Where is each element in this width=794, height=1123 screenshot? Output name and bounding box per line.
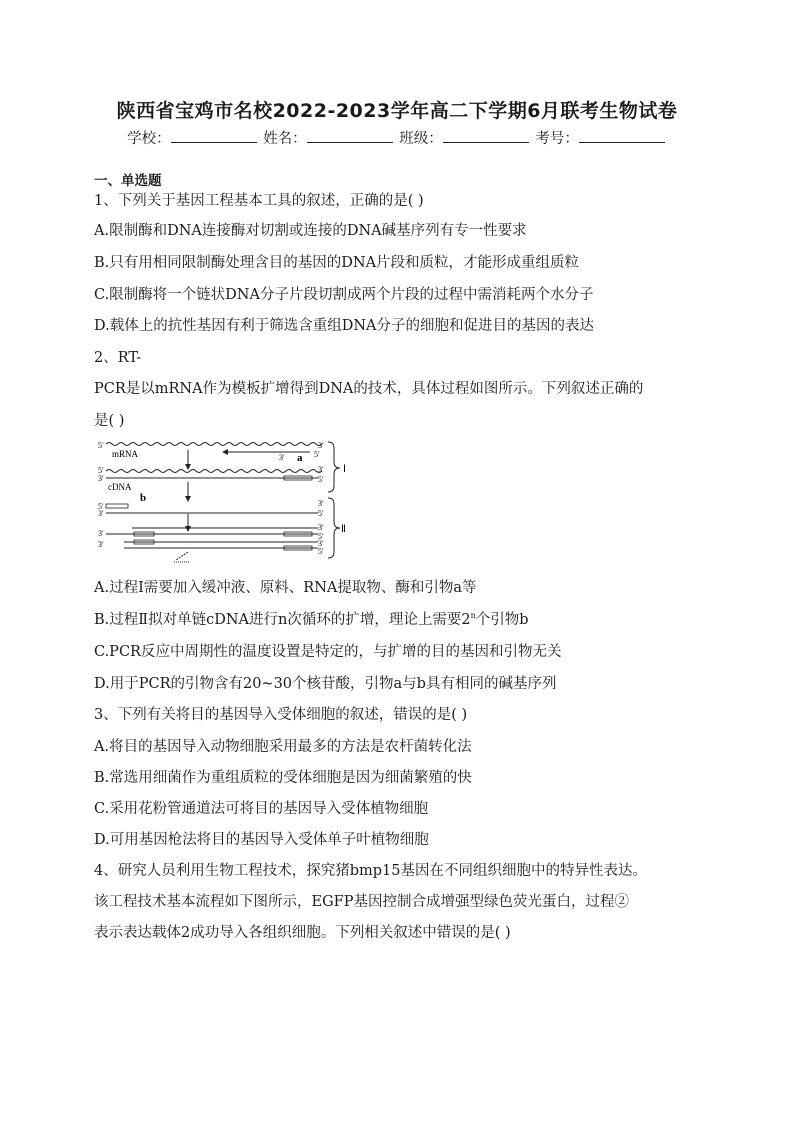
arrowhead-icon: [185, 496, 191, 502]
q1-option-d: D.载体上的抗性基因有利于筛选含重组DNA分子的细胞和促进目的基因的表达: [94, 318, 594, 334]
primer-a-label: a: [297, 452, 303, 464]
label-3prime: 3′: [318, 523, 324, 532]
school-blank[interactable]: [171, 128, 257, 143]
q2-option-b: [94, 608, 529, 629]
section-heading: 一、单选题: [94, 173, 162, 189]
label-5prime: 5′: [318, 475, 324, 484]
label-3prime: 3′: [98, 509, 104, 518]
step1-label: Ⅰ: [343, 464, 346, 475]
mrna-strand: [106, 470, 322, 473]
q1-stem: 1、下列关于基因工程基本工具的叙述，正确的是( ): [94, 193, 424, 209]
mrna-label: mRNA: [112, 449, 139, 459]
q1-option-c: C.限制酶将一个链状DNA分子片段切割成两个片段的过程中需消耗两个水分子: [94, 287, 594, 303]
q2-option-c: C.PCR反应中周期性的温度设置是特定的，与扩增的目的基因和引物无关: [94, 644, 562, 660]
mrna-strand: [106, 443, 322, 446]
q2-stem-line2: PCR是以mRNA作为模板扩增得到DNA的技术，具体过程如图所示。下列叙述正确的: [94, 381, 644, 397]
q1-option-b: B.只有用相同限制酶处理含目的基因的DNA片段和质粒，才能形成重组质粒: [94, 255, 580, 271]
q4-stem-line1: 4、研究人员利用生物工程技术，探究猪bmp15基因在不同组织细胞中的特异性表达。: [94, 863, 647, 879]
label-3prime: 3′: [318, 441, 324, 450]
dashed-arrow: [176, 552, 188, 560]
arrowhead-icon: [222, 449, 228, 455]
q2-option-a: A.过程Ⅰ需要加入缓冲液、原料、RNA提取物、酶和引物a等: [94, 580, 477, 596]
q3-option-c: C.采用花粉管通道法可将目的基因导入受体植物细胞: [94, 801, 429, 817]
q2-option-b-text: B.过程Ⅱ拟对单链cDNA进行n次循环的扩增，理论上需要2: [94, 612, 471, 628]
q2-stem-line3: 是( ): [94, 413, 125, 429]
q2-option-d: D.用于PCR的引物含有20~30个核苷酸，引物a与b具有相同的碱基序列: [94, 676, 557, 692]
label-3prime: 3′: [318, 539, 324, 548]
label-3prime: 3′: [279, 453, 285, 462]
q3-stem: 3、下列有关将目的基因导入受体细胞的叙述，错误的是( ): [94, 707, 468, 723]
label-5prime: 5′: [314, 450, 320, 459]
q4-stem-line2: 该工程技术基本流程如下图所示，EGFP基因控制合成增强型绿色荧光蛋白，过程②: [94, 894, 629, 910]
rt-pcr-figure: [94, 436, 354, 566]
arrowhead-icon: [185, 464, 191, 470]
q3-option-d: D.可用基因枪法将目的基因导入受体单子叶植物细胞: [94, 832, 429, 848]
label-5prime: 5′: [318, 509, 324, 518]
label-3prime: 3′: [318, 499, 324, 508]
bracket-step2: [328, 498, 340, 558]
q2-option-b-exponent: n: [470, 611, 476, 620]
student-info-row: [0, 127, 794, 148]
label-3prime: 3′: [98, 529, 104, 538]
q2-option-b-text-end: 个引物b: [475, 612, 529, 628]
q1-option-a: A.限制酶和DNA连接酶对切割或连接的DNA碱基序列有专一性要求: [94, 223, 527, 239]
number-blank[interactable]: [579, 128, 665, 143]
number-label: 考号：: [535, 131, 579, 147]
bracket-step1: [328, 442, 340, 492]
q4-stem-line3: 表示表达载体2成功导入各组织细胞。下列相关叙述中错误的是( ): [94, 925, 511, 941]
label-3prime: 3′: [318, 465, 324, 474]
class-label: 班级：: [399, 131, 443, 147]
label-3prime: 3′: [98, 540, 104, 549]
primer-b-segment: [106, 504, 128, 508]
label-5prime: 5′: [98, 502, 104, 511]
step2-label: Ⅱ: [341, 524, 346, 535]
primer-b-label: b: [140, 492, 147, 504]
class-blank[interactable]: [443, 128, 529, 143]
label-5prime: 5′: [318, 547, 324, 556]
label-5prime: 5′: [98, 466, 104, 475]
name-blank[interactable]: [307, 128, 393, 143]
label-5prime: 5′: [318, 532, 324, 541]
label-5prime: 5′: [98, 441, 104, 450]
label-3prime: 3′: [98, 474, 104, 483]
q2-stem-line1: 2、RT-: [94, 350, 142, 366]
q3-option-b: B.常选用细菌作为重组质粒的受体细胞是因为细菌繁殖的快: [94, 770, 472, 786]
name-label: 姓名：: [263, 131, 307, 147]
q3-option-a: A.将目的基因导入动物细胞采用最多的方法是农杆菌转化法: [94, 739, 472, 755]
arrowhead-icon: [185, 526, 191, 532]
page-title: 陕西省宝鸡市名校2022-2023学年高二下学期6月联考生物试卷: [116, 100, 678, 122]
cdna-label: cDNA: [108, 482, 132, 492]
school-label: 学校：: [127, 131, 171, 147]
